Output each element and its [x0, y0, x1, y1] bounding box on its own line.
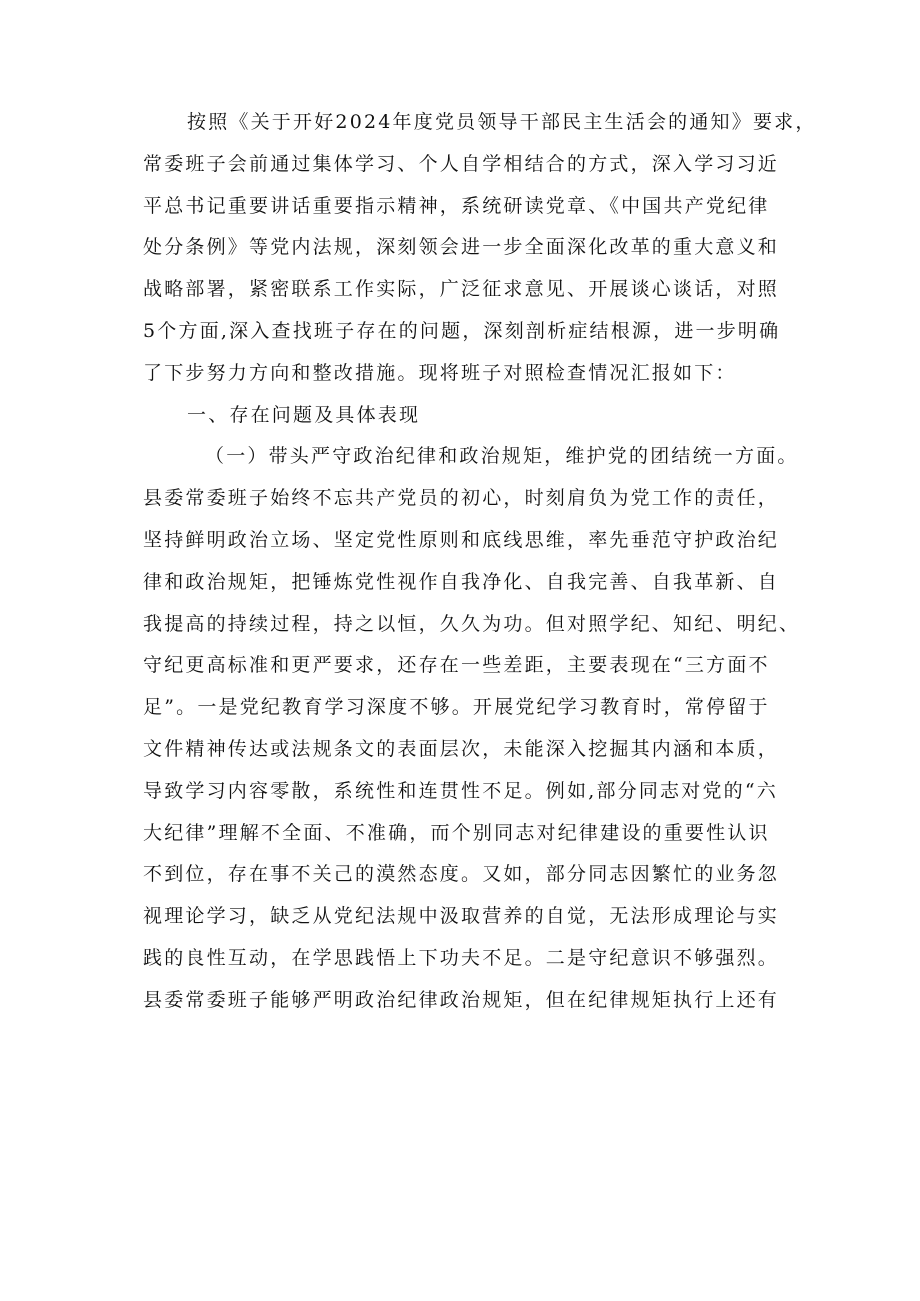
text-line: 足”。一是党纪教育学习深度不够。开展党纪学习教育时，常停留于: [143, 696, 770, 719]
text-line: 大纪律”理解不全面、不准确，而个别同志对纪律建设的重要性认识: [143, 821, 770, 844]
section-heading: 一、存在问题及具体表现: [187, 403, 421, 426]
text-line: （一）带头严守政治纪律和政治规矩，维护党的团结统一方面。: [205, 445, 799, 468]
text-line: 按照《关于开好2024年度党员领导干部民主生活会的通知》要求，: [187, 111, 817, 133]
text-line: 导致学习内容零散，系统性和连贯性不足。例如,部分同志对党的“六: [143, 779, 778, 802]
text-line: 不到位，存在事不关己的漠然态度。又如，部分同志因繁忙的业务忽: [143, 863, 780, 886]
text-line: 律和政治规矩，把锤炼党性视作自我净化、自我完善、自我革新、自: [143, 570, 780, 593]
text-line: 坚持鲜明政治立场、坚定党性原则和底线思维，率先垂范守护政治纪: [143, 528, 780, 551]
text-line: 平总书记重要讲话重要指示精神，系统研读党章、《中国共产党纪律: [143, 194, 770, 217]
text-line: 5个方面,深入查找班子存在的问题，深刻剖析症结根源，进一步明确: [143, 319, 781, 342]
text-line: 文件精神传达或法规条文的表面层次，未能深入挖掘其内涵和本质，: [143, 737, 780, 760]
text-line: 常委班子会前通过集体学习、个人自学相结合的方式，深入学习习近: [143, 152, 780, 175]
text-line: 县委常委班子始终不忘共产党员的初心，时刻肩负为党工作的责任，: [143, 487, 780, 510]
text-line: 践的良性互动，在学思践悟上下功夫不足。二是守纪意识不够强烈。: [143, 946, 780, 969]
text-line: 县委常委班子能够严明政治纪律政治规矩，但在纪律规矩执行上还有: [143, 988, 780, 1011]
text-line: 了下步努力方向和整改措施。现将班子对照检查情况汇报如下：: [143, 361, 737, 384]
report-body: [143, 102, 824, 1022]
text-line: 战略部署，紧密联系工作实际，广泛征求意见、开展谈心谈话，对照: [143, 278, 780, 301]
text-line: 处分条例》等党内法规，深刻领会进一步全面深化改革的重大意义和: [143, 236, 780, 259]
text-line: 守纪更高标准和更严要求，还存在一些差距，主要表现在“三方面不: [143, 654, 770, 677]
text-line: 视理论学习，缺乏从党纪法规中汲取营养的自觉，无法形成理论与实: [143, 905, 780, 928]
text-line: 我提高的持续过程，持之以恒，久久为功。但对照学纪、知纪、明纪、: [143, 612, 801, 635]
